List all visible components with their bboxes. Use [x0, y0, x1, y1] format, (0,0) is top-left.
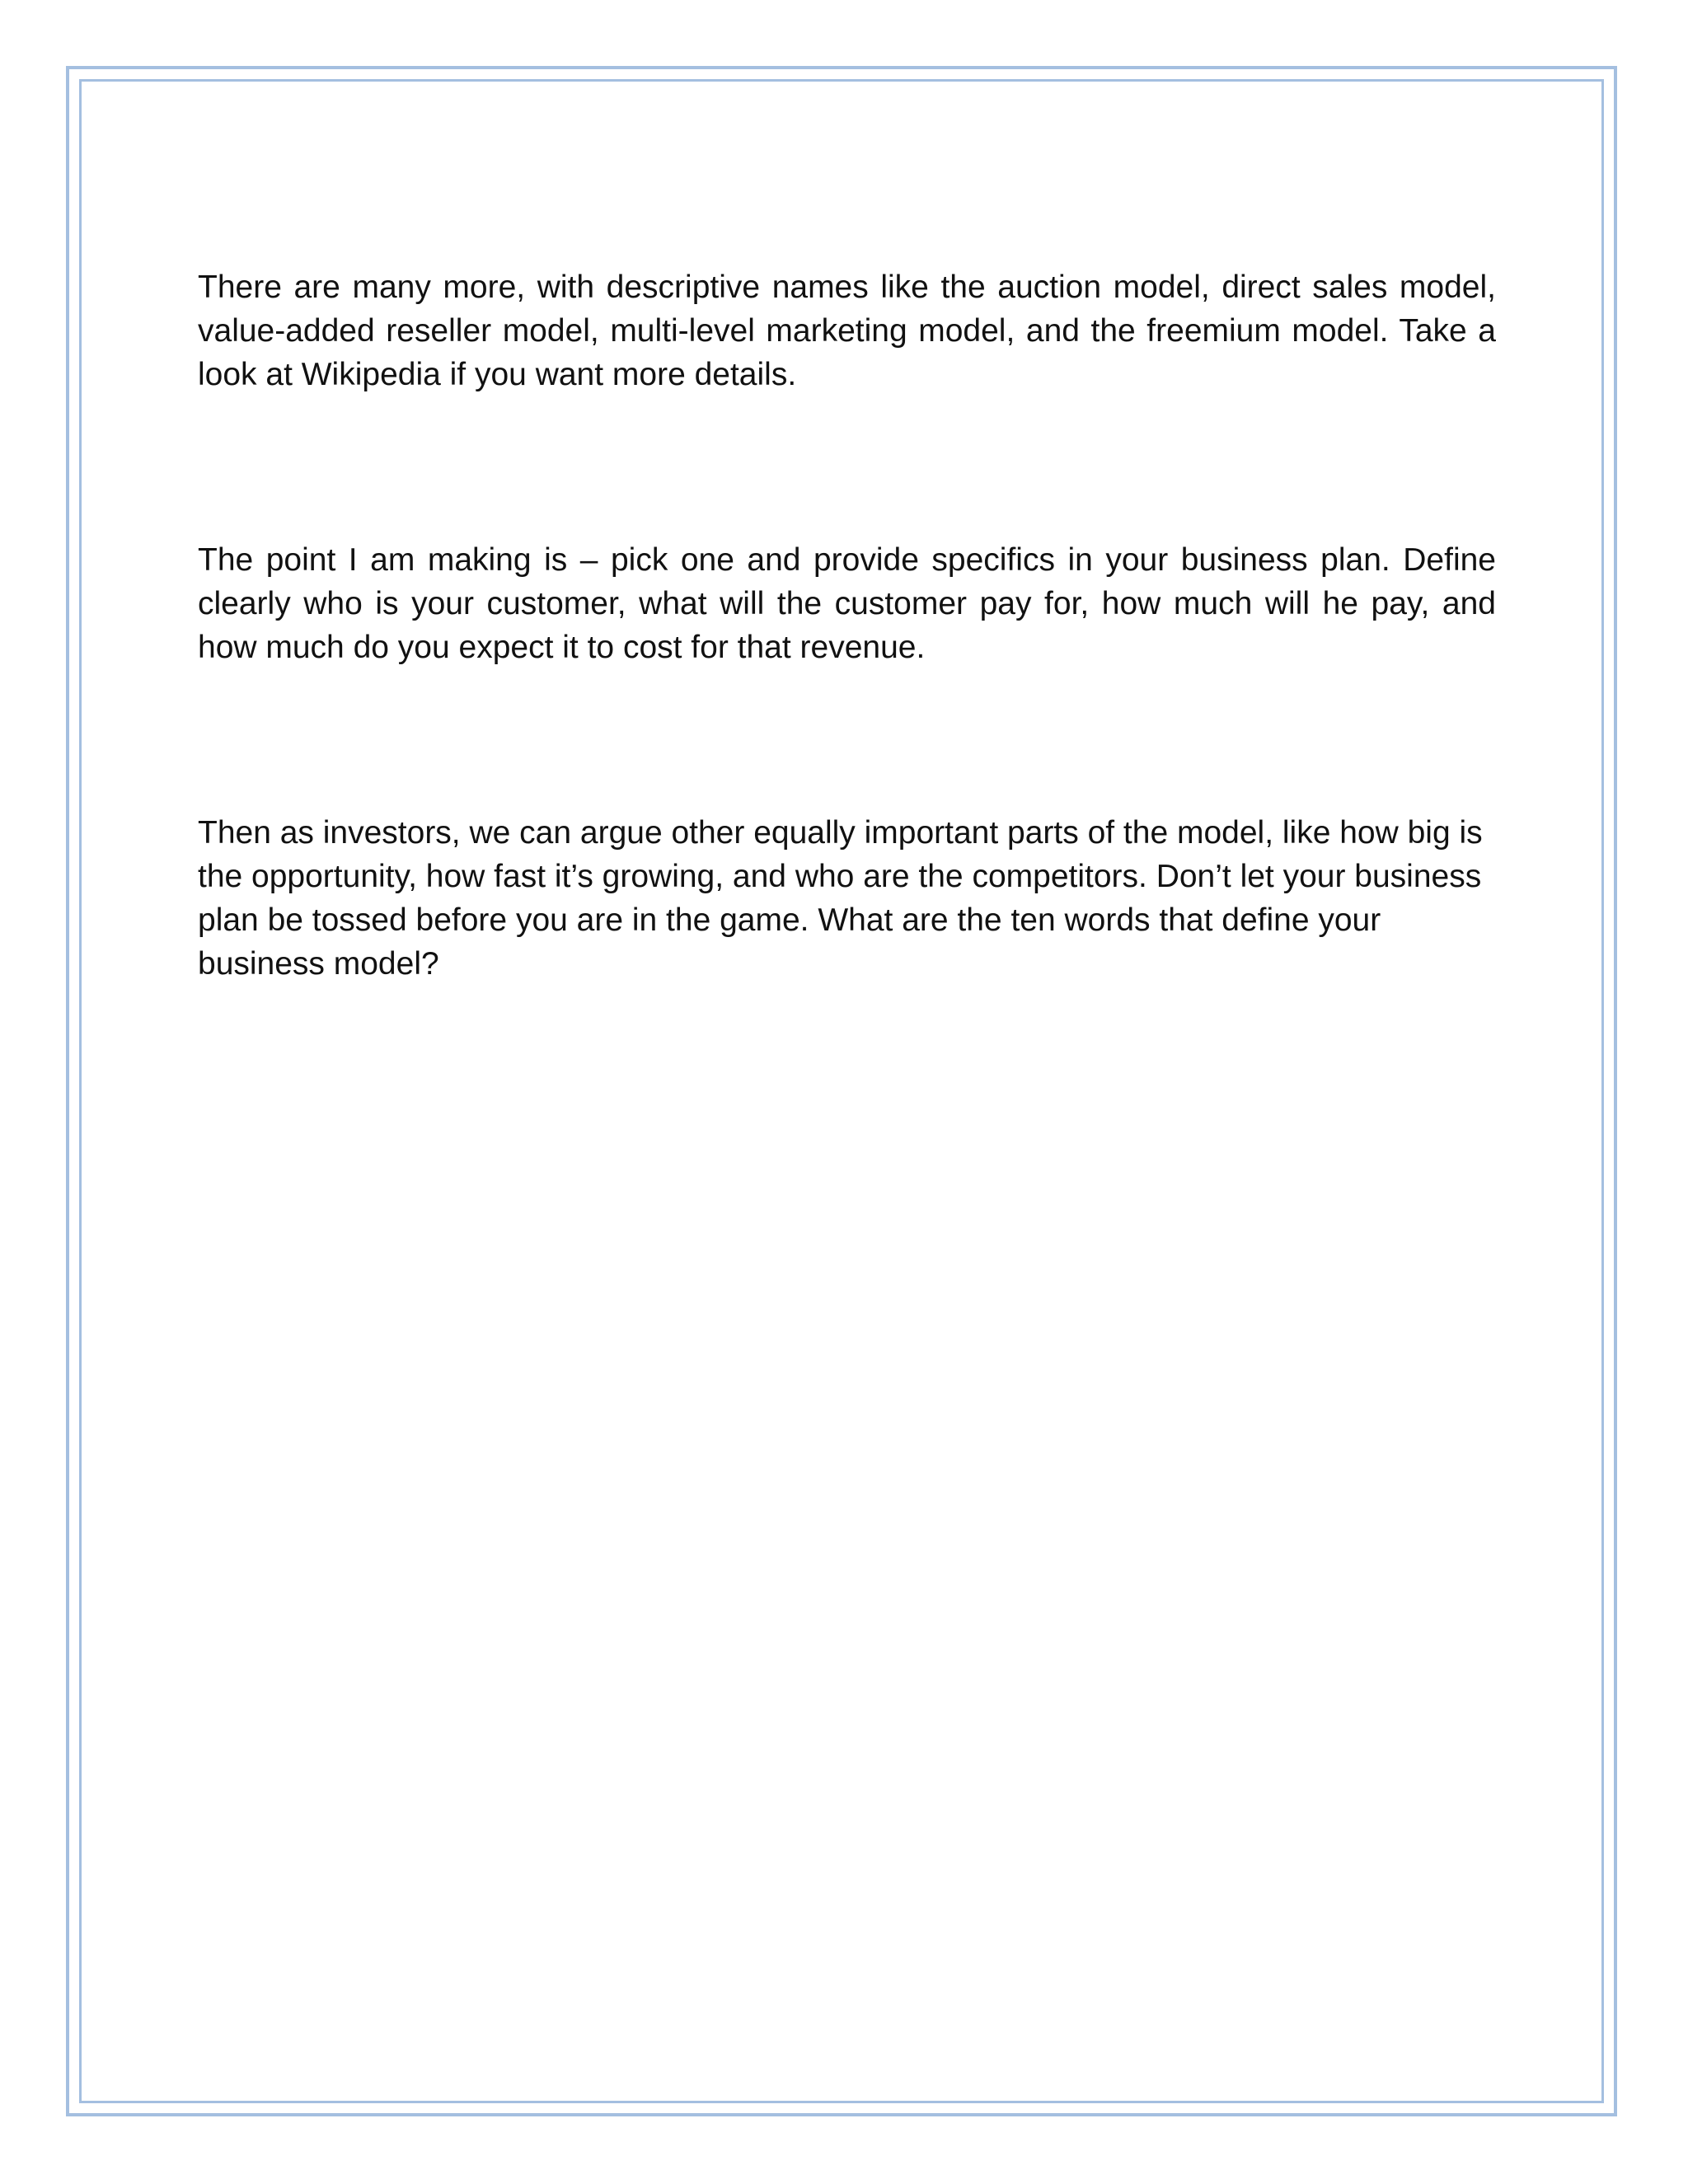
paragraph-investors: Then as investors, we can argue other equally important parts of the model, like how big is the opportunity, how fast it’s growing, and who are the competitors. Don’t let your business plan be tossed before you are in the game. What are the ten words that define your business model? [198, 815, 1483, 982]
paragraph-business-models: There are many more, with descriptive names like the auction model, direct sales model, value-added reseller model, multi-level marketing model, and the freemium model. Take a look at Wikipedia if you want more details. [198, 269, 1496, 392]
document-body [198, 265, 1496, 986]
paragraph-pick-one: The point I am making is – pick one and provide specifics in your business plan. Define clearly who is your customer, what will the customer pay for, how much will he pay, and how much do you expect it to cost for that revenue. [198, 542, 1496, 665]
